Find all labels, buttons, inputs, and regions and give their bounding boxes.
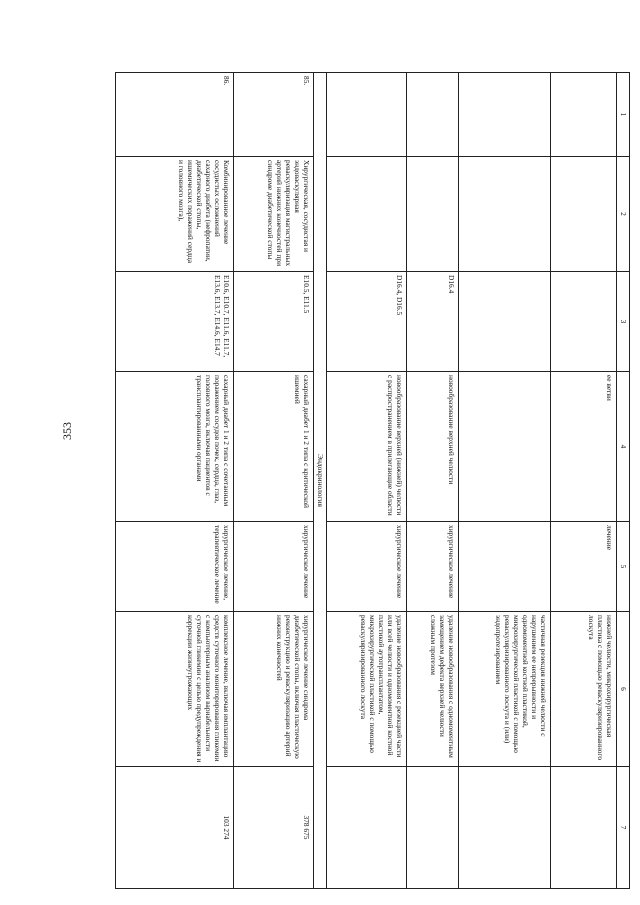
method-cell: Хирургическая, сосудистая и эндоваскулярная реваскуляризация магистральных артерий нижних конечностей при синдроме диабетической стопы — [234, 157, 314, 272]
cost-cell — [459, 767, 551, 889]
diagnosis-cell: сахарный диабет 1 и 2 типа с сочетанным поражением сосудов почек, сердца, глаз, головного мозга, включая пациентов с трансплантированными органами — [116, 372, 234, 522]
cost-cell: 378 675 — [234, 767, 314, 889]
icd-code-cell: D16.4 — [407, 272, 459, 372]
icd-code-cell: E10.5, E11.5 — [234, 272, 314, 372]
treatment-type-cell: хирургическое лечение — [327, 522, 407, 612]
row-number-cell: 85. — [234, 73, 314, 157]
cost-cell — [551, 767, 617, 889]
treatment-type-cell: хирургическое лечение, терапевтическое лечение — [116, 522, 234, 612]
table-row — [407, 73, 459, 889]
table-row — [459, 73, 551, 889]
treatment-method-cell: нижней челюсти, микрохирургическая пластика с помощью реваскуляризированного лоскута — [551, 612, 617, 767]
treatment-method-cell: удаление новообразования с одномоментным замещением дефекта верхней челюсти сложным протезом — [407, 612, 459, 767]
section-title: Эндокринология — [314, 73, 327, 889]
treatment-type-cell — [459, 522, 551, 612]
cost-cell: 103 274 — [116, 767, 234, 889]
treatment-method-cell: частичная резекция нижней челюсти с нарушением ее непрерывности и одномоментной костной пластикой, микрохирургической пластикой с помощью реваскуляризированного лоскута и (или) эндопротезированием — [459, 612, 551, 767]
cost-cell — [407, 767, 459, 889]
treatment-method-cell: хирургическое лечение синдрома диабетической стопы, включая пластическую реконструкцию и реваскуляризацию артерий нижних конечностей — [234, 612, 314, 767]
header-cell: 1 — [617, 73, 630, 157]
diagnosis-cell: ее ветви — [551, 372, 617, 522]
method-cell — [459, 157, 551, 272]
treatment-method-cell: удаление новообразования с резекцией части или всей челюсти и одномоментной костной пластикой аутотрансплантатом, микрохирургической пластикой с помощью реваскуляризированного лоскута — [327, 612, 407, 767]
row-number-cell — [551, 73, 617, 157]
icd-code-cell: E10.6, E10.7, E11.6, E11.7, E13.6, E13.7, E14.6, E14.7 — [116, 272, 234, 372]
row-number-cell: 86. — [116, 73, 234, 157]
method-cell — [327, 157, 407, 272]
diagnosis-cell: сахарный диабет 1 и 2 типа с критической ишемией — [234, 372, 314, 522]
table-row — [327, 73, 407, 889]
row-number-cell — [327, 73, 407, 157]
table-row — [551, 73, 617, 889]
procedures-table — [115, 72, 630, 889]
page-number: 353 — [60, 422, 74, 440]
diagnosis-cell: новообразование верхней (нижней) челюсти с распространением в прилегающие области — [327, 372, 407, 522]
diagnosis-cell — [459, 372, 551, 522]
header-cell: 4 — [617, 372, 630, 522]
treatment-method-cell: комплексное лечение, включая имплантацию средств суточного мониторирования гликемии с компьютерным анализом вариабельности суточной гликемии с целью предупреждения и коррекции жизнеугрожающих — [116, 612, 234, 767]
header-row — [617, 73, 630, 889]
icd-code-cell — [459, 272, 551, 372]
method-cell — [551, 157, 617, 272]
method-cell: Комбинированное лечение сосудистых осложнений сахарного диабета (нефропатии, диабетической стопы, ишемических поражений сердца и головного мозга), — [116, 157, 234, 272]
treatment-type-cell: хирургическое лечение — [407, 522, 459, 612]
rotated-table-sheet — [71, 72, 630, 888]
method-cell — [407, 157, 459, 272]
row-number-cell — [459, 73, 551, 157]
header-cell: 2 — [617, 157, 630, 272]
treatment-type-cell: лечение — [551, 522, 617, 612]
row-number-cell — [407, 73, 459, 157]
header-cell: 5 — [617, 522, 630, 612]
diagnosis-cell: новообразование верхней челюсти — [407, 372, 459, 522]
icd-code-cell: D16.4, D16.5 — [327, 272, 407, 372]
header-cell: 7 — [617, 767, 630, 889]
section-row — [314, 73, 327, 889]
table-row — [116, 73, 234, 889]
treatment-type-cell: хирургическое лечение — [234, 522, 314, 612]
header-cell: 6 — [617, 612, 630, 767]
header-cell: 3 — [617, 272, 630, 372]
table-row — [234, 73, 314, 889]
icd-code-cell — [551, 272, 617, 372]
cost-cell — [327, 767, 407, 889]
